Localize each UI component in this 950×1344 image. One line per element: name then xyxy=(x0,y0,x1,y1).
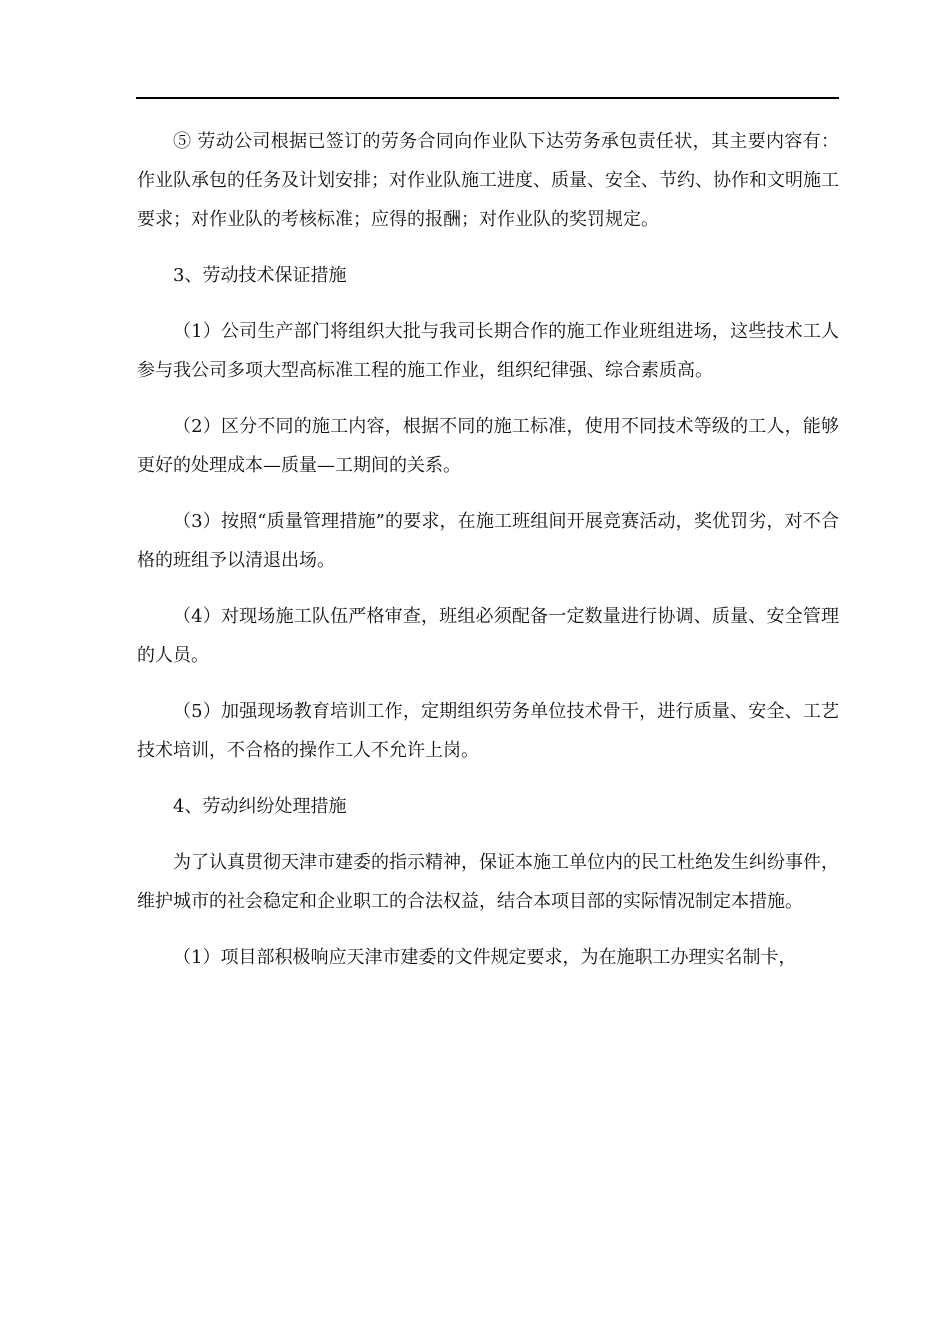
paragraph-item-3: （3）按照“质量管理措施”的要求，在施工班组间开展竞赛活动，奖优罚劣，对不合格的班组予以清退出场。 xyxy=(137,511,839,571)
paragraph-item-1-real-name-card: （1）项目部积极响应天津市建委的文件规定要求，为在施职工办理实名制卡， xyxy=(173,947,797,968)
paragraph-intro: 为了认真贯彻天津市建委的指示精神，保证本施工单位内的民工杜绝发生纠纷事件，维护城市的社会稳定和企业职工的合法权益，结合本项目部的实际情况制定本措施。 xyxy=(137,852,839,912)
section-heading-4: 4、劳动纠纷处理措施 xyxy=(173,796,347,817)
section-heading-3: 3、劳动技术保证措施 xyxy=(173,265,347,286)
paragraph-item-4: （4）对现场施工队伍严格审查，班组必须配备一定数量进行协调、质量、安全管理的人员。 xyxy=(137,606,839,666)
paragraph-labor-contract-duties: ⑤ 劳动公司根据已签订的劳务合同向作业队下达劳务承包责任状，其主要内容有：作业队承包的任务及计划安排；对作业队施工进度、质量、安全、节约、协作和文明施工要求；对作业队的考核标准；应得的报酬；对作业队的奖罚规定。 xyxy=(137,131,839,230)
paragraph-item-5: （5）加强现场教育培训工作，定期组织劳务单位技术骨干，进行质量、安全、工艺技术培训，不合格的操作工人不允许上岗。 xyxy=(137,701,839,761)
document-body xyxy=(137,122,839,977)
header-rule xyxy=(136,97,839,99)
paragraph-item-2: （2）区分不同的施工内容，根据不同的施工标准，使用不同技术等级的工人，能够更好的处理成本—质量—工期间的关系。 xyxy=(137,416,839,476)
paragraph-item-1: （1）公司生产部门将组织大批与我司长期合作的施工作业班组进场，这些技术工人参与我公司多项大型高标准工程的施工作业，组织纪律强、综合素质高。 xyxy=(137,321,839,381)
